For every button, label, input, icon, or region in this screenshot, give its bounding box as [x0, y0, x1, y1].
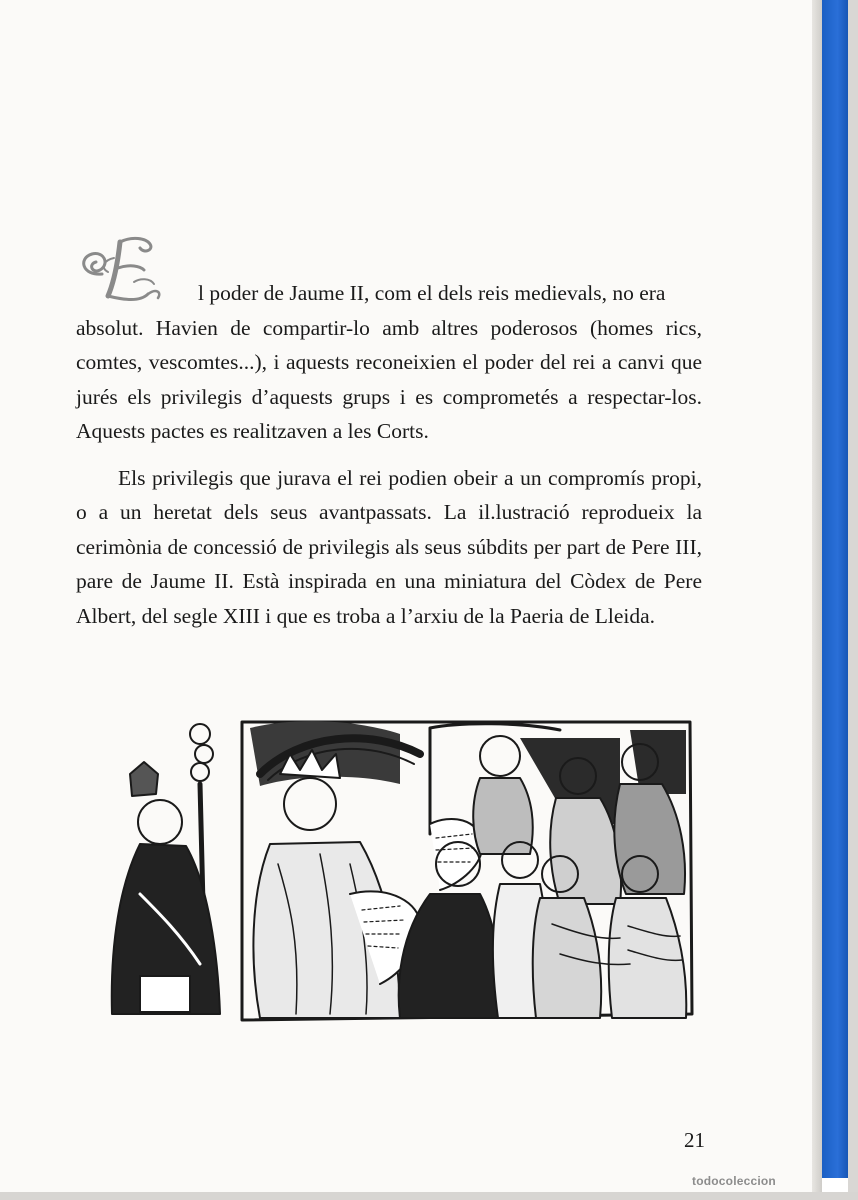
- page-gutter-shadow: [812, 0, 822, 1192]
- book-cover-edge: [822, 0, 848, 1178]
- body-text: [76, 276, 702, 633]
- page-number: 21: [684, 1128, 705, 1152]
- medieval-court-illustration: [100, 714, 695, 1036]
- paragraph-2: Els privilegis que jurava el rei podien obeir a un compromís propi, o a un heretat dels seus avantpassats. La il.lustració reprodueix la cerimònia de concessió de privilegis als seus súbdits per part de Pere III, pare de Jaume II. Està inspirada en una miniatura del Còdex de Pere Albert, del segle XIII i que es troba a l’arxiu de la Paeria de Lleida.: [76, 465, 702, 628]
- watermark-logo: todocoleccion: [692, 1174, 776, 1188]
- paragraph-1-rest: absolut. Havien de compartir-lo amb altres poderosos (homes rics, comtes, vescomtes...), i aquests reconeixien el poder del rei a canvi que jurés els privilegis d’aquests grups i es comprometés a respectar-los. Aquests pactes es realitzaven a les Corts.: [76, 315, 702, 443]
- scan-bottom-margin: [0, 1192, 858, 1200]
- paragraph-1-first-line: l poder de Jaume II, com el dels reis medievals, no era: [198, 281, 666, 305]
- scan-margin: [848, 0, 858, 1200]
- paragraph-1: [76, 276, 702, 449]
